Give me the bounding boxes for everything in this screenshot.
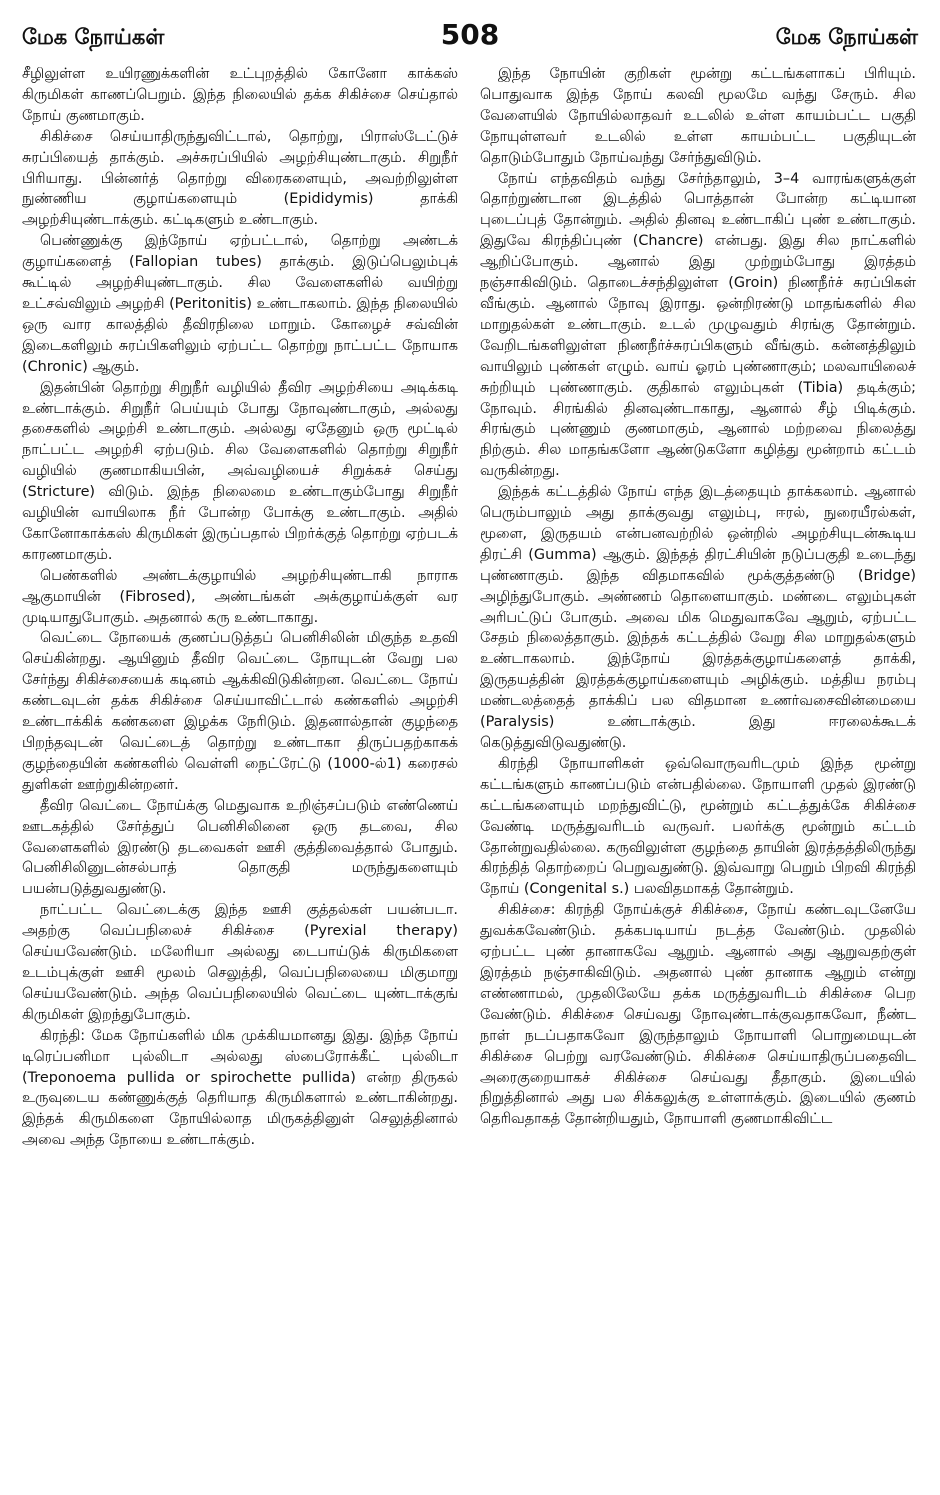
text-columns [22, 64, 918, 1151]
right-column [480, 64, 916, 1151]
paragraph: இந்த நோயின் குறிகள் மூன்று கட்டங்களாகப் பிரியும். பொதுவாக இந்த நோய் கலவி மூலமே வந்து சேரும். சில வேளையில் நோயில்லாதவர் உடலில் உள்ள காயம்பட்ட பகுதி நோயுள்ளவர் உடலில் உள்ள காயம்பட்ட பகுதியுடன் தொடும்போதும் நோய்வந்து சேர்ந்துவிடும். [480, 66, 916, 166]
paragraph: சீழிலுள்ள உயிரணுக்களின் உட்புறத்தில் கோனோ காக்கஸ் கிருமிகள் காணப்பெறும். இந்த நிலையில் தக்க சிகிச்சை செய்தால் நோய் குணமாகும். [22, 66, 458, 124]
paragraph: நோய் எந்தவிதம் வந்து சேர்ந்தாலும், 3–4 வாரங்களுக்குள் தொற்றுண்டான இடத்தில் பொத்தான் போன்ற கட்டியான புடைப்புத் தோன்றும். அதில் தினவு உண்டாகிப் புண் உண்டாகும். இதுவே கிரந்திப்புண் (Chancre) என்பது. இது சில நாட்களில் ஆறிப்போகும். ஆனால் இது முற்றும்போது இரத்தம் நஞ்சாகிவிடும். தொடைச்சந்திலுள்ள (Groin) நிணநீர்ச் சுரப்பிகள் வீங்கும். ஆனால் நோவு இராது. ஒன்றிரண்டு மாதங்களில் சில மாறுதல்கள் உண்டாகும். உடல் முழுவதும் சிரங்கு தோன்றும். வேறிடங்களிலுள்ள நிணநீர்ச்சுரப்பிகளும் வீங்கும். கன்னத்திலும் வாயிலும் புண்கள் எழும். வாய் ஓரம் புண்ணாகும்; மலவாயிலைச் சுற்றியும் புண்ணாகும். குதிகால் எலும்புகள் (Tibia) தடிக்கும்; நோவும். சிரங்கில் தினவுண்டாகாது, ஆனால் சீழ் பிடிக்கும். சிரங்கும் புண்ணும் குணமாகும், ஆனால் மற்றவை நிலைத்து நிற்கும். சில மாதங்களோ ஆண்டுகளோ கழித்து மூன்றாம் கட்டம் வருகின்றது. [480, 170, 916, 480]
page-number: 508 [440, 18, 500, 51]
paragraph: தீவிர வெட்டை நோய்க்கு மெதுவாக உறிஞ்சப்படும் எண்ணெய் ஊடகத்தில் சேர்த்துப் பெனிசிலினை ஒரு தடவை, சில வேளைகளில் இரண்டு தடவைகள் ஊசி குத்திவைத்தால் போதும். பெனிசிலினுடன்சல்பாத் தொகுதி மருந்துகளையும் பயன்படுத்துவதுண்டு. [22, 797, 458, 898]
paragraph: பெண்ணுக்கு இந்நோய் ஏற்பட்டால், தொற்று அண்டக் குழாய்களைத் (Fallopian tubes) தாக்கும். இடுப்பெலும்புக் கூட்டில் அழற்சியுண்டாகும். சில வேளைகளில் வயிற்று உட்சவ்விலும் அழற்சி (Peritonitis) உண்டாகலாம். இந்த நிலையில் ஒரு வார காலத்தில் தீவிரநிலை மாறும். கோழைச் சவ்வின் இடைகளிலும் சுரப்பிகளிலும் ஏற்பட்ட தொற்று நாட்பட்ட நோயாக (Chronic) ஆகும். [22, 233, 458, 375]
header-right-title: மேக நோய்கள் [775, 25, 918, 49]
running-header [22, 18, 918, 62]
paragraph: வெட்டை நோயைக் குணப்படுத்தப் பெனிசிலின் மிகுந்த உதவி செய்கின்றது. ஆயினும் தீவிர வெட்டை நோயுடன் வேறு பல சேர்ந்து சிகிச்சையைக் கடினம் ஆக்கிவிடுகின்றன. வெட்டை நோய் கண்டவுடன் தக்க சிகிச்சை செய்யாவிட்டால் கண்களில் அழற்சி உண்டாக்கிக் கண்களை இழக்க நேரிடும். இதனால்தான் குழந்தை பிறந்தவுடன் வெட்டைத் தொற்று உண்டாகா திருப்பதற்காகக் குழந்தையின் கண்களில் வெள்ளி நைட்ரேட்டு (1000-ல்1) கரைசல் துளிகள் ஊற்றுகின்றனர். [22, 630, 458, 793]
paragraph: கிரந்தி நோயாளிகள் ஒவ்வொருவரிடமும் இந்த மூன்று கட்டங்களும் காணப்படும் என்பதில்லை. நோயாளி முதல் இரண்டு கட்டங்களையும் மறந்துவிட்டு, மூன்றும் கட்டத்துக்கே சிகிச்சை வேண்டி மருத்துவரிடம் வருவர். பலர்க்கு மூன்றும் கட்டம் தோன்றுவதில்லை. கருவிலுள்ள குழந்தை தாயின் இரத்தத்திலிருந்து கிரந்தித் தொற்றைப் பெறுவதுண்டு. இவ்வாறு பெறும் பிறவி கிரந்தி நோய் (Congenital s.) பலவிதமாகத் தோன்றும். [480, 755, 916, 898]
left-column [22, 64, 458, 1151]
paragraph: பெண்களில் அண்டக்குழாயில் அழற்சியுண்டாகி நாராக ஆகுமாயின் (Fibrosed), அண்டங்கள் அக்குழாய்க்குள் வர முடியாதுபோகும். அதனால் கரு உண்டாகாது. [22, 567, 458, 626]
paragraph: சிகிச்சை செய்யாதிருந்துவிட்டால், தொற்று, பிராஸ்டேட்டுச் சுரப்பியைத் தாக்கும். அச்சுரப்பியில் அழற்சியுண்டாகும். சிறுநீர் பிரியாது. பின்னர்த் தொற்று விரைகளையும், அவற்றிலுள்ள நுண்ணிய குழாய்களையும் (Epididymis) தாக்கி அழற்சியுண்டாக்கும். கட்டிகளும் உண்டாகும். [22, 128, 458, 229]
paragraph: இந்தக் கட்டத்தில் நோய் எந்த இடத்தையும் தாக்கலாம். ஆனால் பெரும்பாலும் அது தாக்குவது எலும்பு, ஈரல், நுரையீரல்கள், மூளை, இருதயம் என்பனவற்றில் ஒன்றில் அழற்சியுடன்கூடிய திரட்சி (Gumma) ஆகும். இந்தத் திரட்சியின் நடுப்பகுதி உடைந்து புண்ணாகும். இந்த விதமாகவில் மூக்குத்தண்டு (Bridge) அழிந்துபோகும். அண்ணம் தொளையாகும். மண்டை எலும்புகள் அரிபட்டுப் போகும். அவை மிக மெதுவாகவே ஆறும், ஏற்பட்ட சேதம் நிலைத்தாகும். இந்தக் கட்டத்தில் வேறு சில மாறுதல்களும் உண்டாகலாம். இந்நோய் இரத்தக்குழாய்களைத் தாக்கி, இருதயத்தின் இரத்தக்குழாய்களையும் அழிக்கும். மத்திய நரம்பு மண்டலத்தைத் தாக்கிப் பல விதமான உணர்வசைவின்மையை (Paralysis) உண்டாக்கும். இது ஈரலைக்கூடக் கெடுத்துவிடுவதுண்டு. [480, 484, 916, 751]
paragraph: சிகிச்சை: கிரந்தி நோய்க்குச் சிகிச்சை, நோய் கண்டவுடனேயே துவக்கவேண்டும். தக்கபடியாய் நடத்த வேண்டும். முதலில் ஏற்பட்ட புண் தானாகவே ஆறும். ஆனால் அது ஆறுவதற்குள் இரத்தம் நஞ்சாகிவிடும். அதனால் புண் தானாக ஆறும் என்று எண்ணாமல், முதலிலேயே தக்க மருத்துவரிடம் சிகிச்சை பெற வேண்டும். சிகிச்சை செய்வது நோவுண்டாக்குவதாகவோ, நீண்ட நாள் நடப்பதாகவோ இருந்தாலும் நோயாளி பொறுமையுடன் சிகிச்சை பெற்று வரவேண்டும். சிகிச்சை செய்யாதிருப்பதைவிட அரைகுறையாகச் சிகிச்சை செய்வது தீதாகும். இடையில் நிறுத்தினால் அது பல சிக்கலுக்கு உள்ளாக்கும். இடையில் குணம் தெரிவதாகத் தோன்றியதும், நோயாளி குணமாகிவிட்ட [480, 902, 916, 1128]
paragraph: நாட்பட்ட வெட்டைக்கு இந்த ஊசி குத்தல்கள் பயன்படா. அதற்கு வெப்பநிலைச் சிகிச்சை (Pyrexial therapy) செய்யவேண்டும். மலேரியா அல்லது டைபாய்டுக் கிருமிகளை உடம்புக்குள் ஊசி மூலம் செலுத்தி, வெப்பநிலையை மிகுமாறு செய்யவேண்டும். அந்த வெப்பநிலையில் வெட்டை யுண்டாக்குங் கிருமிகள் இறந்துபோகும். [22, 902, 458, 1023]
paragraph: இதன்பின் தொற்று சிறுநீர் வழியில் தீவிர அழற்சியை அடிக்கடி உண்டாக்கும். சிறுநீர் பெய்யும் போது நோவுண்டாகும், அல்லது தசைகளில் அழற்சி உண்டாகும். அல்லது ஏதேனும் ஒரு மூட்டில் நாட்பட்ட அழற்சி ஏற்படும். சில வேளைகளில் தொற்று சிறுநீர் வழியில் குணமாகியபின், அவ்வழியைச் சிறுக்கச் செய்து (Stricture) விடும். இந்த நிலைமை உண்டாகும்போது சிறுநீர் வழியின் வாயிலாக நீர் போன்ற போக்கு உண்டாகும். அதில் கோனோகாக்கஸ் கிருமிகள் இருப்பதால் பிறர்க்குத் தொற்று ஏற்படக் காரணமாகும். [22, 379, 458, 563]
paragraph: கிரந்தி: மேக நோய்களில் மிக முக்கியமானது இது. இந்த நோய் டிரெப்பனிமா புல்லிடா அல்லது ஸ்பைரோக்கீட் புல்லிடா (Treponoema pullida or spirochette pullida) என்ற திருகல் உருவுடைய கண்ணுக்குத் தெரியாத கிருமிகளால் உண்டாகின்றது. இந்தக் கிருமிகளை நோயில்லாத மிருகத்தினுள் செலுத்தினால் அவை அந்த நோயை உண்டாக்கும். [22, 1027, 458, 1149]
header-left-title: மேக நோய்கள் [22, 25, 165, 49]
